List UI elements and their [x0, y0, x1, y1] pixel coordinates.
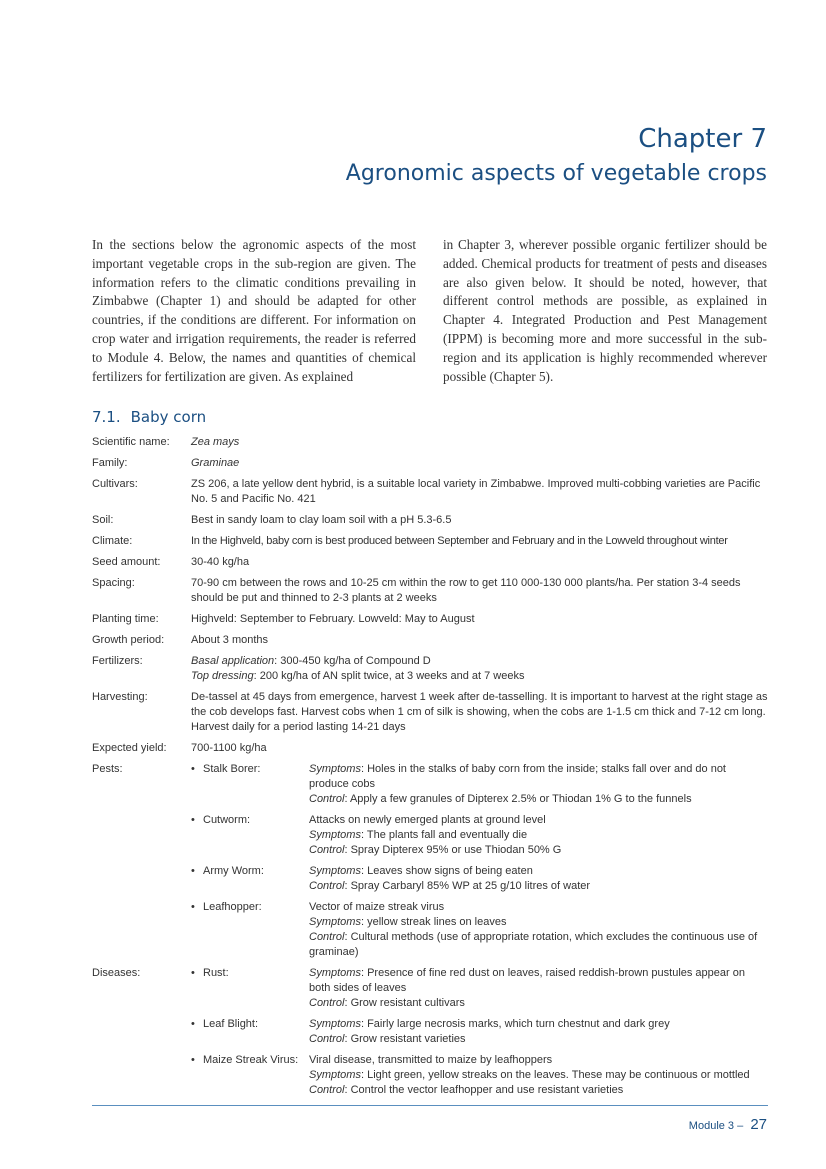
- row-spacing: Spacing: 70-90 cm between the rows and 10-25 cm within the row to get 110 000-130 000 plants/ha. Per station 3-4 seeds should be put and thinned to 2-3 plants at 2 weeks: [92, 577, 741, 604]
- row-soil: Soil: Best in sandy loam to clay loam soil with a pH 5.3-6.5: [92, 514, 452, 526]
- pest-leafhopper: • Leafhopper: Vector of maize streak virus Symptoms: yellow streak lines on leaves Control: Cultural methods (use of appropriate rotation, which excludes the continuous use of graminae): [191, 901, 758, 958]
- intro-column-left: In the sections below the agronomic aspects of the most important vegetable crops in the sub-region are given. The information refers to the climatic conditions prevailing in Zimbabwe (Chapter 1) and should be adapted for other countries, if the conditions are different. For information on crop water and irrigation requirements, the reader is referred to Module 4. Below, the names and quantities of chemical fertilizers for fertilization are given. As explained: [92, 237, 416, 384]
- row-scientific-name: Scientific name: Zea mays: [92, 436, 240, 448]
- row-pests: Pests: • Stalk Borer: Symptoms: Holes in the stalks of baby corn from the inside; stalks fall over and do not produce cobs Control: Apply a few granules of Dipterex 2.5% or Thiodan 1% G to the funnels • Cutworm: Attacks on newly emerged plants at ground level Symptoms: The plants fall and eventually die Control: Spray Dipterex 95% or use Thiodan 50% G • Army Worm: Symptoms: Leaves show signs of being eaten Control: Spray Carbaryl 85% WP at 25 g/10 litres of water • Leafhopper: Vector of maize streak virus Symptoms: yellow streak lines on leaves Control: Cultural methods (use of appropriate rotation, which excludes the continuous use of graminae): [92, 762, 768, 960]
- disease-maize-streak-virus: • Maize Streak Virus: Viral disease, transmitted to maize by leafhoppers Symptoms: Light green, yellow streaks on the leaves. These may be continuous or mottled Control: Control the vector leafhopper and use resistant varieties: [191, 1054, 750, 1096]
- bullet-icon: •: [191, 1018, 195, 1030]
- disease-rust: • Rust: Symptoms: Presence of fine red dust on leaves, raised reddish-brown pustules appear on both sides of leaves Control: Grow resistant cultivars: [191, 967, 745, 1009]
- disease-leaf-blight: • Leaf Blight: Symptoms: Fairly large necrosis marks, which turn chestnut and dark grey Control: Grow resistant varieties: [191, 1018, 670, 1045]
- bullet-icon: •: [191, 814, 195, 826]
- bullet-icon: •: [191, 967, 195, 979]
- row-diseases: Diseases: • Rust: Symptoms: Presence of fine red dust on leaves, raised reddish-brown pustules appear on both sides of leaves Control: Grow resistant cultivars • Leaf Blight: Symptoms: Fairly large necrosis marks, which turn chestnut and dark grey Control: Grow resistant varieties • Maize Streak Virus: Viral disease, transmitted to maize by leafhoppers Symptoms: Light green, yellow streaks on the leaves. These may be continuous or mottled Control: Control the vector leafhopper and use resistant varieties: [92, 966, 768, 1098]
- row-growth-period: Growth period: About 3 months: [92, 634, 269, 646]
- chapter-number: Chapter 7: [638, 124, 767, 154]
- bullet-icon: •: [191, 865, 195, 877]
- row-climate: Climate: In the Highveld, baby corn is best produced between September and February and in the Lowveld throughout winter: [92, 535, 728, 547]
- row-seed-amount: Seed amount: 30-40 kg/ha: [92, 556, 250, 568]
- bullet-icon: •: [191, 901, 195, 913]
- bullet-icon: •: [191, 1054, 195, 1066]
- row-fertilizers: Fertilizers: Basal application: 300-450 kg/ha of Compound D Top dressing: 200 kg/ha of AN split twice, at 3 weeks and at 7 weeks: [92, 655, 525, 682]
- pest-cutworm: • Cutworm: Attacks on newly emerged plants at ground level Symptoms: The plants fall and eventually die Control: Spray Dipterex 95% or use Thiodan 50% G: [191, 814, 562, 856]
- page-number: 27: [750, 1116, 767, 1133]
- footer-dash: –: [737, 1120, 744, 1132]
- section-number: 7.1.: [92, 408, 121, 426]
- footer-divider: [92, 1105, 768, 1106]
- footer-module: Module 3: [688, 1120, 735, 1132]
- pest-army-worm: • Army Worm: Symptoms: Leaves show signs of being eaten Control: Spray Carbaryl 85% WP at 25 g/10 litres of water: [191, 865, 591, 892]
- section-name: Baby corn: [130, 408, 207, 426]
- intro-column-right: in Chapter 3, wherever possible organic fertilizer should be added. Chemical products for treatment of pests and diseases are also given below. It should be noted, however, that different control methods are possible, as explained in Chapter 4. Integrated Production and Pest Management (IPPM) is becoming more and more successful in the sub-region and its application is highly recommended wherever possible (Chapter 5).: [443, 237, 767, 384]
- bullet-icon: •: [191, 763, 195, 775]
- chapter-title: Agronomic aspects of vegetable crops: [345, 161, 767, 186]
- section-title: [92, 408, 206, 426]
- chapter-heading: [346, 122, 767, 190]
- page-footer: [689, 1116, 767, 1133]
- row-cultivars: Cultivars: ZS 206, a late yellow dent hybrid, is a suitable local variety in Zimbabwe. Improved multi-cobbing varieties are Pacific No. 5 and Pacific No. 421: [92, 478, 761, 505]
- pest-stalk-borer: • Stalk Borer: Symptoms: Holes in the stalks of baby corn from the inside; stalks fall over and do not produce cobs Control: Apply a few granules of Dipterex 2.5% or Thiodan 1% G to the funnels: [191, 763, 726, 805]
- row-expected-yield: Expected yield: 700-1100 kg/ha: [92, 742, 267, 754]
- crop-details: [92, 435, 768, 1104]
- row-harvesting: Harvesting: De-tassel at 45 days from emergence, harvest 1 week after de-tasselling. It is important to harvest at the right stage as the cob develops fast. Harvest cobs when 1 cm of silk is showing, when the cobs are 1-1.5 cm thick and 7-12 cm long. Harvest daily for a period lasting 14-21 days: [92, 691, 768, 733]
- intro-text: [92, 236, 767, 386]
- row-planting-time: Planting time: Highveld: September to February. Lowveld: May to August: [92, 613, 475, 625]
- row-family: Family: Graminae: [92, 457, 240, 469]
